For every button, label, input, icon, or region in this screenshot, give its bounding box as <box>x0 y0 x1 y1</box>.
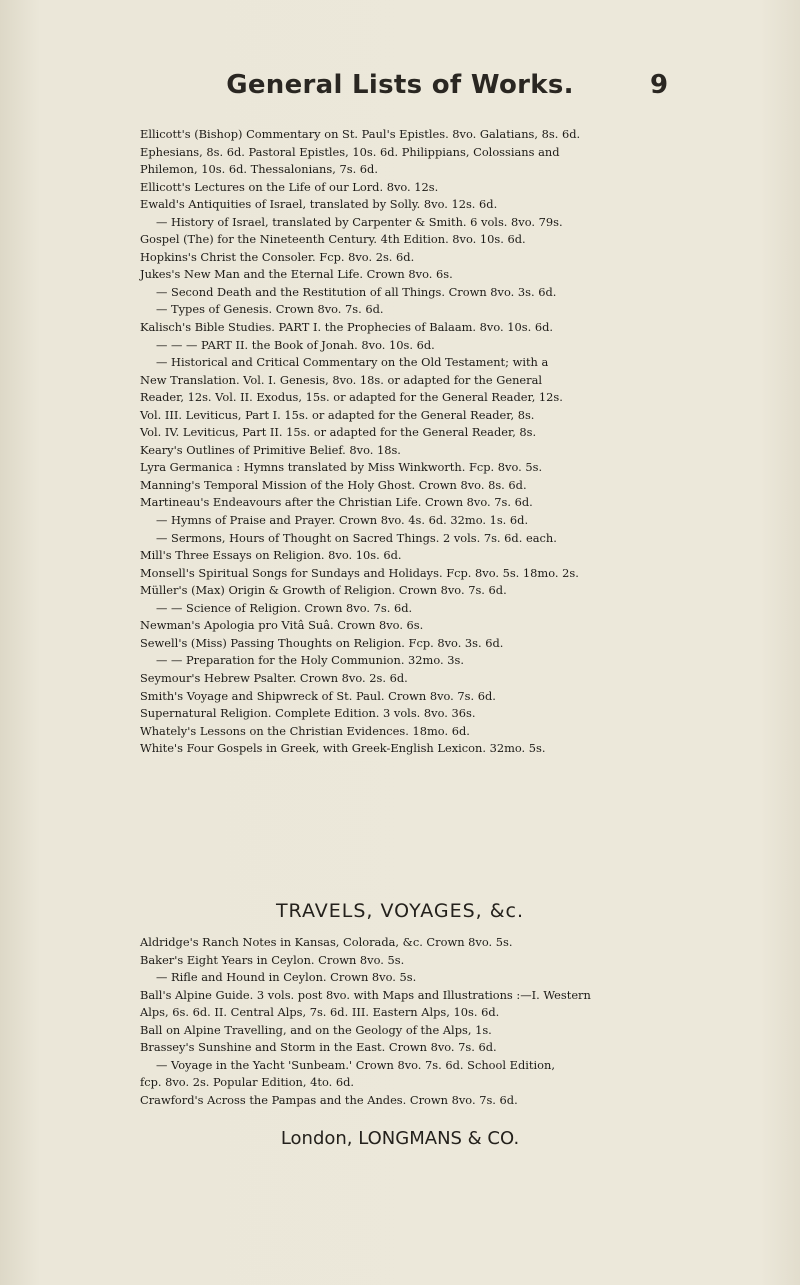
list-line: — — Science of Religion. Crown 8vo. 7s. 6d. <box>156 600 413 615</box>
list-line: — History of Israel, translated by Carpenter & Smith. 6 vols. 8vo. 79s. <box>156 214 563 229</box>
list-line: — Types of Genesis. Crown 8vo. 7s. 6d. <box>156 302 384 317</box>
list-line: Philemon, 10s. 6d. Thessalonians, 7s. 6d. <box>140 162 378 177</box>
page-number: 9 <box>650 70 669 100</box>
list-line: — Hymns of Praise and Prayer. Crown 8vo. 4s. 6d. 32mo. 1s. 6d. <box>156 513 529 528</box>
section-heading-travels: TRAVELS, VOYAGES, &c. <box>275 900 525 922</box>
list-line: Brassey's Sunshine and Storm in the East. Crown 8vo. 7s. 6d. <box>140 1040 497 1055</box>
list-line: White's Four Gospels in Greek, with Greek-English Lexicon. 32mo. 5s. <box>140 741 546 756</box>
list-line: New Translation. Vol. I. Genesis, 8vo. 18s. or adapted for the General <box>140 372 543 387</box>
list-line: Ephesians, 8s. 6d. Pastoral Epistles, 10s. 6d. Philippians, Colossians and <box>140 144 560 159</box>
list-line: Ewald's Antiquities of Israel, translated by Solly. 8vo. 12s. 6d. <box>140 197 498 212</box>
list-line: Kalisch's Bible Studies. PART I. the Prophecies of Balaam. 8vo. 10s. 6d. <box>140 320 553 335</box>
list-line: — Rifle and Hound in Ceylon. Crown 8vo. 5s. <box>156 970 417 985</box>
list-line: Ball's Alpine Guide. 3 vols. post 8vo. with Maps and Illustrations :—I. Western <box>140 987 591 1002</box>
list-line: Vol. IV. Leviticus, Part II. 15s. or adapted for the General Reader, 8s. <box>140 425 537 440</box>
list-line: Supernatural Religion. Complete Edition. 3 vols. 8vo. 36s. <box>140 706 476 721</box>
list-line: Ellicott's (Bishop) Commentary on St. Paul's Epistles. 8vo. Galatians, 8s. 6d. <box>140 127 581 141</box>
list-line: Sewell's (Miss) Passing Thoughts on Religion. Fcp. 8vo. 3s. 6d. <box>140 635 504 650</box>
list-line: Manning's Temporal Mission of the Holy Ghost. Crown 8vo. 8s. 6d. <box>140 477 527 492</box>
list-line: Müller's (Max) Origin & Growth of Religion. Crown 8vo. 7s. 6d. <box>140 583 507 598</box>
theology-list <box>140 126 740 758</box>
list-line: — — Preparation for the Holy Communion. 32mo. 3s. <box>156 653 464 668</box>
list-line: Seymour's Hebrew Psalter. Crown 8vo. 2s. 6d. <box>140 670 408 685</box>
list-line: Crawford's Across the Pampas and the Andes. Crown 8vo. 7s. 6d. <box>140 1092 518 1107</box>
list-line: Keary's Outlines of Primitive Belief. 8vo. 18s. <box>140 442 401 457</box>
list-line: Smith's Voyage and Shipwreck of St. Paul. Crown 8vo. 7s. 6d. <box>140 688 496 703</box>
list-line: Whately's Lessons on the Christian Evidences. 18mo. 6d. <box>140 723 470 738</box>
list-line: Mill's Three Essays on Religion. 8vo. 10s. 6d. <box>140 548 402 563</box>
list-line: — Second Death and the Restitution of all Things. Crown 8vo. 3s. 6d. <box>156 284 557 299</box>
list-line: Hopkins's Christ the Consoler. Fcp. 8vo. 2s. 6d. <box>140 249 415 264</box>
page-header-title: General Lists of Works. <box>226 70 574 100</box>
list-line: Ball on Alpine Travelling, and on the Geology of the Alps, 1s. <box>140 1022 492 1037</box>
list-line: Vol. III. Leviticus, Part I. 15s. or adapted for the General Reader, 8s. <box>140 407 535 422</box>
list-line: Baker's Eight Years in Ceylon. Crown 8vo. 5s. <box>140 952 405 967</box>
travels-list <box>140 934 740 1109</box>
list-line: — Voyage in the Yacht 'Sunbeam.' Crown 8vo. 7s. 6d. School Edition, <box>156 1057 555 1072</box>
list-line: fcp. 8vo. 2s. Popular Edition, 4to. 6d. <box>140 1075 355 1090</box>
list-line: Reader, 12s. Vol. II. Exodus, 15s. or adapted for the General Reader, 12s. <box>140 390 563 405</box>
list-line: Alps, 6s. 6d. II. Central Alps, 7s. 6d. III. Eastern Alps, 10s. 6d. <box>140 1005 500 1020</box>
list-line: Newman's Apologia pro Vitâ Suâ. Crown 8vo. 6s. <box>140 618 424 633</box>
list-line: Martineau's Endeavours after the Christian Life. Crown 8vo. 7s. 6d. <box>140 495 533 510</box>
list-line: Jukes's New Man and the Eternal Life. Crown 8vo. 6s. <box>140 267 453 282</box>
list-line: Monsell's Spiritual Songs for Sundays and Holidays. Fcp. 8vo. 5s. 18mo. 2s. <box>140 565 579 580</box>
list-line: Aldridge's Ranch Notes in Kansas, Colorada, &c. Crown 8vo. 5s. <box>140 935 513 949</box>
publisher-imprint: London, LONGMANS & CO. <box>280 1128 520 1149</box>
list-line: Ellicott's Lectures on the Life of our Lord. 8vo. 12s. <box>140 179 439 194</box>
list-line: — Sermons, Hours of Thought on Sacred Things. 2 vols. 7s. 6d. each. <box>156 530 557 545</box>
list-line: — Historical and Critical Commentary on the Old Testament; with a <box>156 355 549 370</box>
list-line: Lyra Germanica : Hymns translated by Miss Winkworth. Fcp. 8vo. 5s. <box>140 460 543 475</box>
list-line: Gospel (The) for the Nineteenth Century. 4th Edition. 8vo. 10s. 6d. <box>140 232 526 247</box>
list-line: — — — PART II. the Book of Jonah. 8vo. 10s. 6d. <box>156 337 435 352</box>
